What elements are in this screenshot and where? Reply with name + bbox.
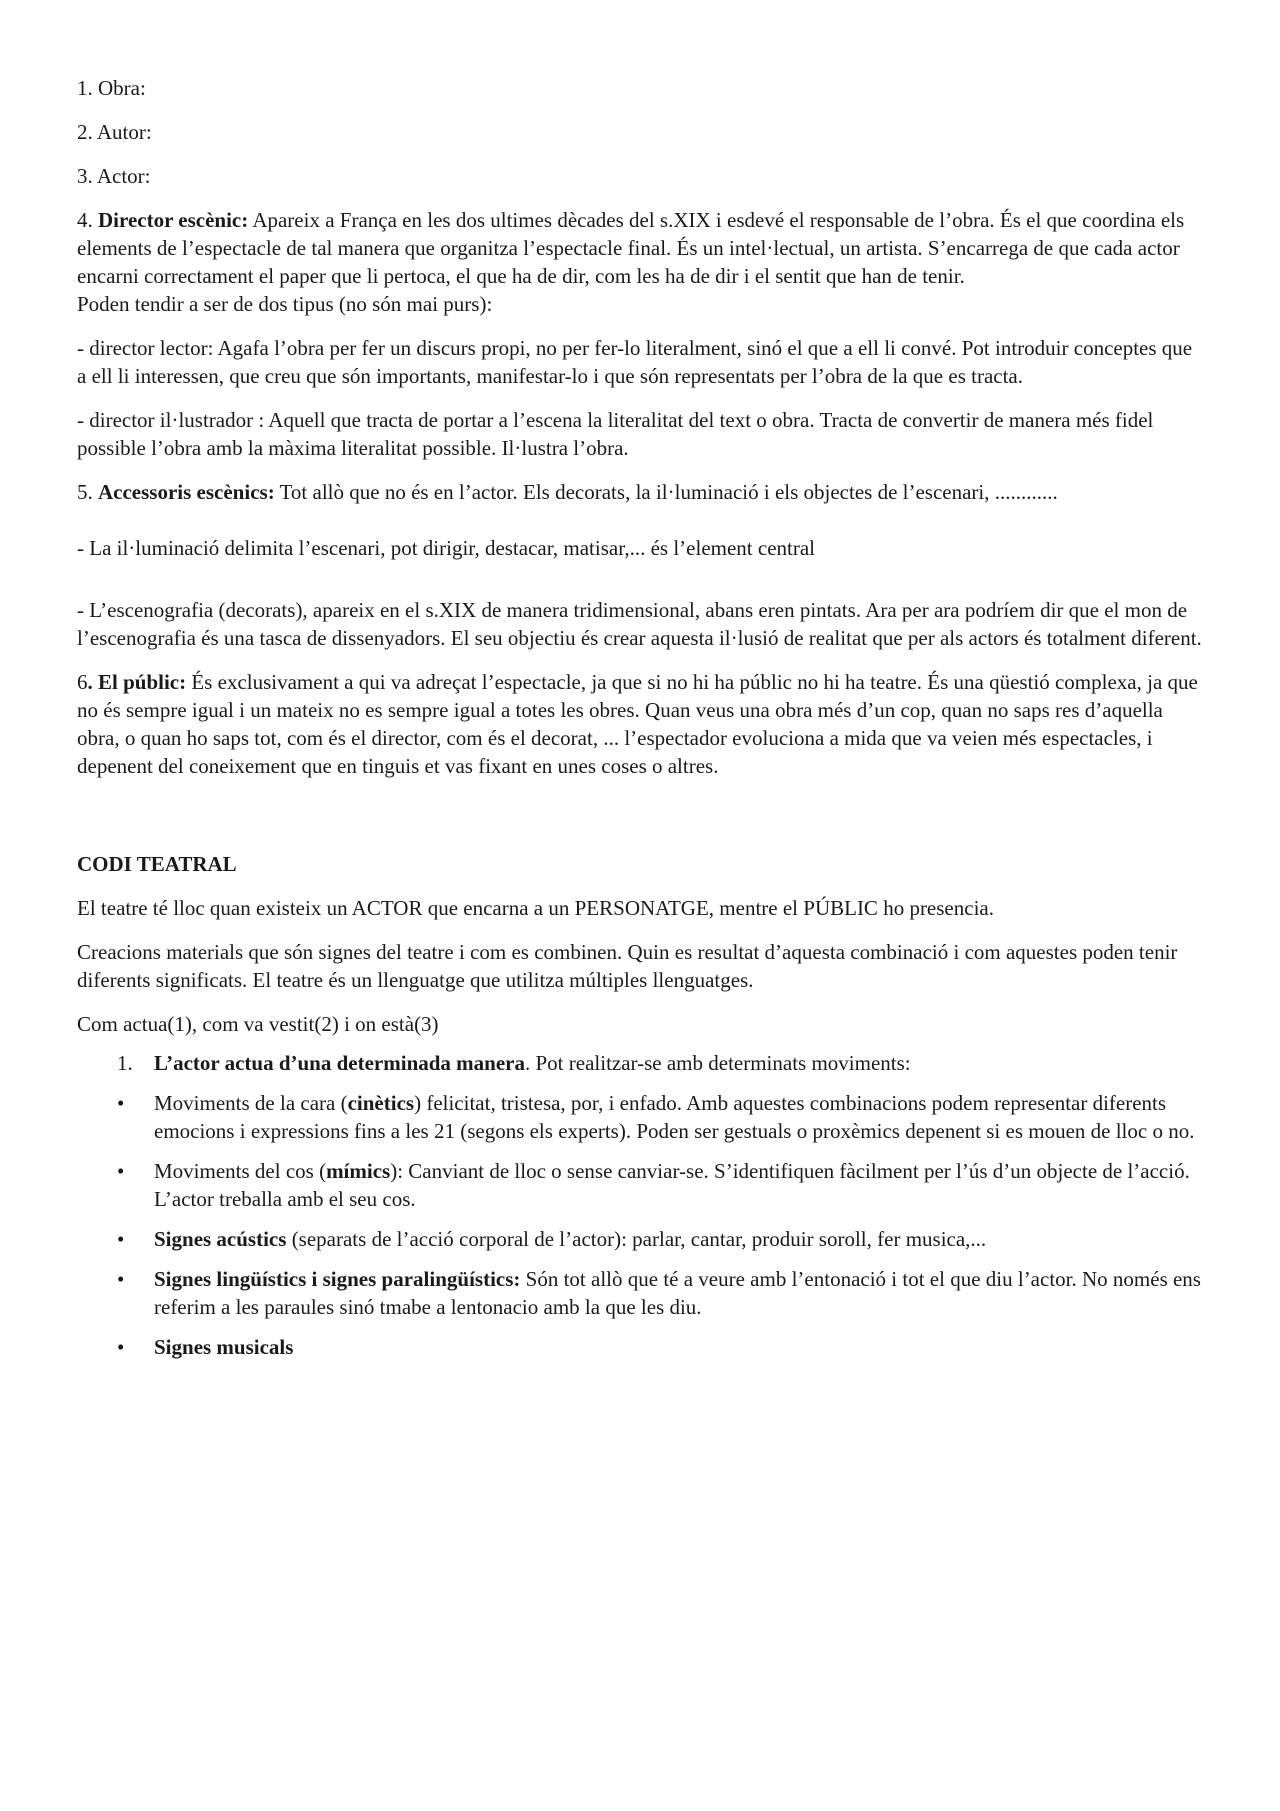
bullet-item-cinetics — [77, 1089, 1203, 1145]
bullet-item-mimics — [77, 1157, 1203, 1213]
item-actor: 3. Actor: — [77, 164, 151, 188]
bullet-text: (separats de l’acció corporal de l’actor): parlar, cantar, produir soroll, fer musica,... — [286, 1227, 987, 1251]
accessoris-number: 5. — [77, 480, 98, 504]
bullet-text: ) felicitat, tristesa, por, i enfado. Amb aquestes combinacions podem representar diferents emocions i expressions fins a les 21 (segons els experts). Poden ser gestuals o proxèmics depenent si es mouen de lloc o no. — [154, 1091, 1195, 1143]
accessoris-paragraph — [77, 478, 1203, 506]
public-number: 6 — [77, 670, 88, 694]
bullet-bold: Signes musicals — [154, 1335, 294, 1359]
bullet-text: ): Canviant de lloc o sense canviar-se. S’identifiquen fàcilment per l’ús d’un objecte de l’acció. L’actor treballa amb el seu cos. — [154, 1159, 1190, 1211]
accessoris-illuminacio: - La il·luminació delimita l’escenari, pot dirigir, destacar, matisar,... és l’element central — [77, 536, 816, 560]
accessoris-term: Accessoris escènics: — [98, 480, 275, 504]
bullet-icon: • — [117, 1227, 125, 1251]
bullet-icon: • — [117, 1335, 125, 1359]
codi-p1: El teatre té lloc quan existeix un ACTOR que encarna a un PERSONATGE, mentre el PÚBLIC ho presencia. — [77, 896, 994, 920]
codi-p3: Com actua(1), com va vestit(2) i on està(3) — [77, 1012, 439, 1036]
bullet-text: Moviments del cos ( — [154, 1159, 327, 1183]
bullet-item-linguistics — [77, 1265, 1203, 1321]
public-term: . El públic: — [87, 670, 187, 694]
item-obra: 1. Obra: — [77, 76, 146, 100]
numbered-list-item — [77, 1049, 1203, 1077]
bullet-item-musicals — [77, 1333, 1203, 1361]
list-item-text: . Pot realitzar-se amb determinats moviments: — [525, 1051, 911, 1075]
bullet-bold: Signes lingüístics i signes paralingüístics: — [154, 1267, 521, 1291]
bullet-bold: mímics — [326, 1159, 391, 1183]
bullet-text: Moviments de la cara ( — [154, 1091, 348, 1115]
director-number: 4. — [77, 208, 98, 232]
bullet-text: Són tot allò que té a veure amb l’entonació i tot el que diu l’actor. No només ens referim a les paraules sinó tmabe a lentonacio amb la que les diu. — [154, 1267, 1201, 1319]
bullet-bold: Signes acústics — [154, 1227, 287, 1251]
director-paragraph — [77, 206, 1203, 290]
bullet-icon: • — [117, 1159, 125, 1183]
accessoris-text: Tot allò que no és en l’actor. Els decorats, la il·luminació i els objectes de l’escenari, ............ — [274, 480, 1058, 504]
bullet-item-acustics — [77, 1225, 1203, 1253]
director-lector: - director lector: Agafa l’obra per fer un discurs propi, no per fer-lo literalment, sinó el que a ell li convé. Pot introduir conceptes que a ell li interessen, que creu que són importants, manifestar-lo i que són representats per l’obra de la que es tracta. — [77, 336, 1193, 388]
bullet-icon: • — [117, 1091, 125, 1115]
director-types-intro: Poden tendir a ser de dos tipus (no són mai purs): — [77, 292, 493, 316]
public-paragraph — [77, 668, 1203, 780]
codi-p2: Creacions materials que són signes del teatre i com es combinen. Quin es resultat d’aquesta combinació i com aquestes poden tenir diferents significats. El teatre és un llenguatge que utilitza múltiples llenguatges. — [77, 940, 1178, 992]
list-item-content — [154, 1049, 1203, 1077]
public-text: És exclusivament a qui va adreçat l’espectacle, ja que si no hi ha públic no hi ha teatre. És una qüestió complexa, ja que no és sempre igual i un mateix no es sempre igual a totes les obres. Quan veus una obra més d’un cop, quan no saps res d’aquella obra, o quan ho saps tot, com és el director, com és el decorat, ... l’espectador evoluciona a mida que va veien més espectacles, i depenent del coneixement que en tinguis et vas fixant en unes coses o altres. — [77, 670, 1198, 778]
director-illustrador: - director il·lustrador : Aquell que tracta de portar a l’escena la literalitat del text o obra. Tracta de convertir de manera més fidel possible l’obra amb la màxima literalitat possible. Il·lustra l’obra. — [77, 408, 1154, 460]
list-item-bold: L’actor actua d’una determinada manera — [154, 1051, 525, 1075]
director-text: Apareix a França en les dos ultimes dècades del s.XIX i esdevé el responsable de l’obra. És el que coordina els elements de l’espectacle de tal manera que organitza l’espectacle final. És un intel·lectual, un artista. S’encarrega de que cada actor encarni correctament el paper que li pertoca, el que ha de dir, com les ha de dir i el sentit que han de tenir. — [77, 208, 1185, 288]
item-autor: 2. Autor: — [77, 120, 152, 144]
list-number: 1. — [117, 1051, 133, 1075]
codi-heading: CODI TEATRAL — [77, 852, 237, 876]
director-term: Director escènic: — [98, 208, 249, 232]
bullet-bold: cinètics — [347, 1091, 415, 1115]
accessoris-escenografia: - L’escenografia (decorats), apareix en el s.XIX de manera tridimensional, abans eren pintats. Ara per ara podríem dir que el mon de l’escenografia és una tasca de dissenyadors. El seu objectiu és crear aquesta il·lusió de realitat que per als actors és totalment diferent. — [77, 598, 1202, 650]
bullet-icon: • — [117, 1267, 125, 1291]
